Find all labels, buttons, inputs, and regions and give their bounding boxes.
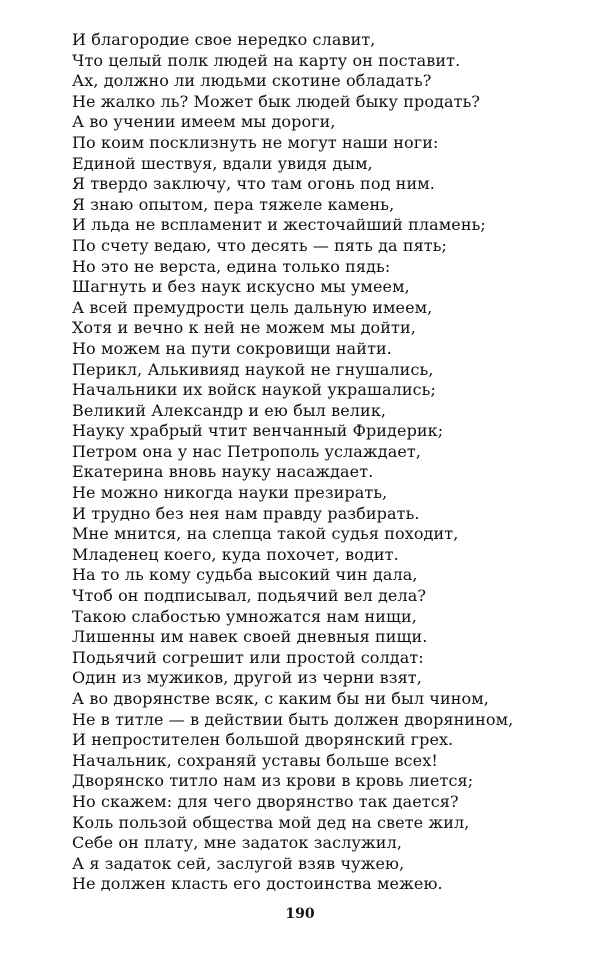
poem-line: И льда не вспламенит и жесточайший пламень;	[72, 215, 486, 235]
poem-line: Я знаю опытом, пера тяжеле камень,	[72, 194, 395, 214]
poem-line: Науку храбрый чтит венчанный Фридерик;	[72, 421, 444, 441]
poem-line: Но скажем: для чего дворянство так дается?	[72, 791, 459, 811]
poem-line: Дворянско титло нам из крови в кровь лиется;	[72, 771, 474, 791]
poem-line: Ах, должно ли людьми скотине обладать?	[72, 71, 432, 91]
poem-line: Не в титле — в действии быть должен дворянином,	[72, 709, 514, 729]
poem-line: А во дворянстве всяк, с каким бы ни был чином,	[72, 689, 489, 708]
poem-line: Не должен класть его достоинства межею.	[72, 874, 443, 894]
poem-line: Мне мнится, на слепца такой судья походит,	[72, 524, 459, 544]
poem-line: Что целый полк людей на карту он поставит.	[72, 50, 461, 70]
poem-line: Младенец коего, куда похочет, водит.	[72, 544, 399, 564]
poem-line: Хотя и вечно к ней не можем мы дойти,	[72, 318, 416, 338]
poem-line: Единой шествуя, вдали увидя дым,	[72, 153, 373, 173]
poem-line: А всей премудрости цель дальную имеем,	[72, 297, 433, 317]
poem-line: Лишенны им навек своей дневныя пищи.	[72, 627, 428, 647]
poem-line: Подьячий согрешит или простой солдат:	[72, 647, 424, 667]
poem-line: И трудно без нея нам правду разбирать.	[72, 503, 420, 523]
poem-line: Екатерина вновь науку насаждает.	[72, 462, 374, 482]
poem-line: А я задаток сей, заслугой взяв чужею,	[72, 853, 405, 873]
poem-text	[72, 30, 592, 895]
poem-line: Не можно никогда науки презирать,	[72, 483, 388, 503]
poem-line: Но можем на пути сокровищи найти.	[72, 338, 392, 358]
poem-line: И непростителен большой дворянский грех.	[72, 730, 454, 750]
poem-line: Коль пользой общества мой дед на свете жил,	[72, 812, 470, 832]
poem-line: Не жалко ль? Может бык людей быку продать?	[72, 91, 481, 111]
poem-line: Такою слабостью умножатся нам нищи,	[72, 606, 417, 626]
poem-line: И благородие свое нередко славит,	[72, 30, 376, 49]
page-number: 190	[285, 906, 315, 922]
poem-line: Начальники их войск наукой украшались;	[72, 380, 436, 400]
poem-line: Себе он плату, мне задаток заслужил,	[72, 833, 403, 853]
poem-line: Петром она у нас Петрополь услаждает,	[72, 441, 422, 461]
poem-line: А во учении имеем мы дороги,	[72, 112, 336, 132]
poem-line: Чтоб он подписывал, подьячий вел дела?	[72, 586, 427, 606]
poem-line: Но это не верста, едина только пядь:	[72, 256, 391, 276]
poem-line: Великий Александр и ею был велик,	[72, 400, 387, 420]
poem-line: Один из мужиков, другой из черни взят,	[72, 668, 422, 688]
poem-line: Начальник, сохраняй уставы больше всех!	[72, 750, 438, 770]
poem-line: По счету ведаю, что десять — пять да пять;	[72, 235, 448, 255]
poem-line: Я твердо заключу, что там огонь под ним.	[72, 174, 435, 194]
poem-line: Перикл, Алькивияд наукой не гнушались,	[72, 359, 434, 379]
poem-line: По коим посклизнуть не могут наши ноги:	[72, 132, 439, 152]
poem-line: На то ль кому судьба высокий чин дала,	[72, 565, 418, 585]
poem-line: Шагнуть и без наук искусно мы умеем,	[72, 277, 410, 297]
